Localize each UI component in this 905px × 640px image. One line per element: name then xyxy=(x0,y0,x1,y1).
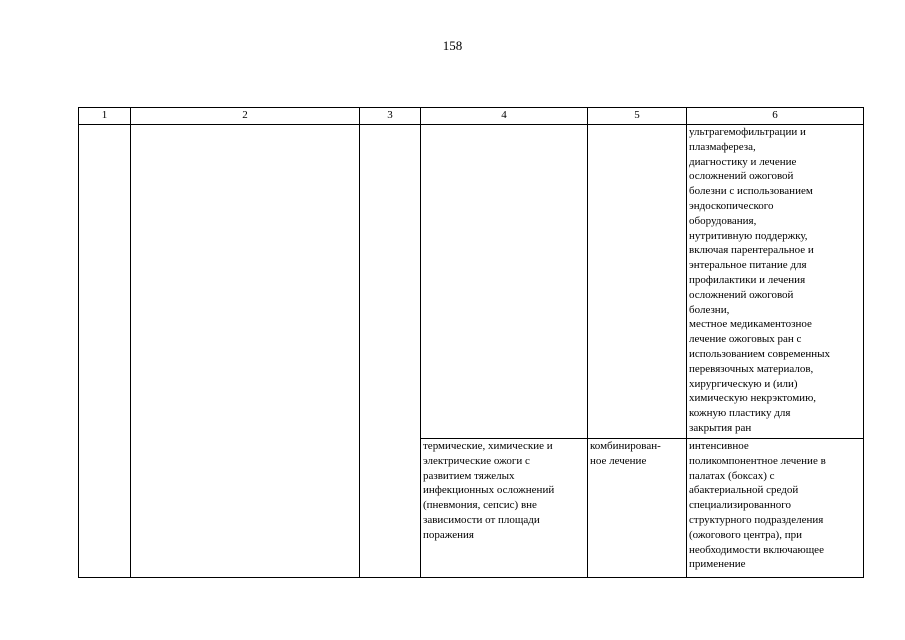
cell-col1-merged xyxy=(79,125,131,578)
column-header-1: 1 xyxy=(79,108,131,125)
cell-treatment-method: ультрагемофильтрации и плазмафереза, диагностику и лечение осложнений ожоговой болезни с использованием эндоскопического оборудования, нутритивную поддержку, включая парентеральное и энтеральное питание для профилактики и лечения осложнений ожоговой болезни, местное медикаментозное лечение ожоговых ран с использованием современных перевязочных материалов, хирургическую и (или) химическую некрэктомию, кожную пластику для закрытия ран xyxy=(687,125,864,439)
table-header-row xyxy=(79,108,864,125)
table-row xyxy=(79,125,864,439)
cell-treatment-method: интенсивное поликомпонентное лечение в палатах (боксах) с абактериальной средой специализированного структурного подразделения (ожогового центра), при необходимости включающее применение xyxy=(687,439,864,578)
cell-col2-merged xyxy=(131,125,360,578)
column-header-6: 6 xyxy=(687,108,864,125)
column-header-4: 4 xyxy=(421,108,588,125)
column-header-5: 5 xyxy=(588,108,687,125)
column-header-3: 3 xyxy=(360,108,421,125)
cell-diagnosis xyxy=(421,125,588,439)
cell-treatment-type xyxy=(588,125,687,439)
cell-diagnosis: термические, химические и электрические ожоги с развитием тяжелых инфекционных осложнений (пневмония, сепсис) вне зависимости от площади поражения xyxy=(421,439,588,578)
cell-treatment-type: комбинирован- ное лечение xyxy=(588,439,687,578)
cell-col3-merged xyxy=(360,125,421,578)
medical-care-table xyxy=(78,107,864,578)
column-header-2: 2 xyxy=(131,108,360,125)
page-number: 158 xyxy=(442,38,463,53)
